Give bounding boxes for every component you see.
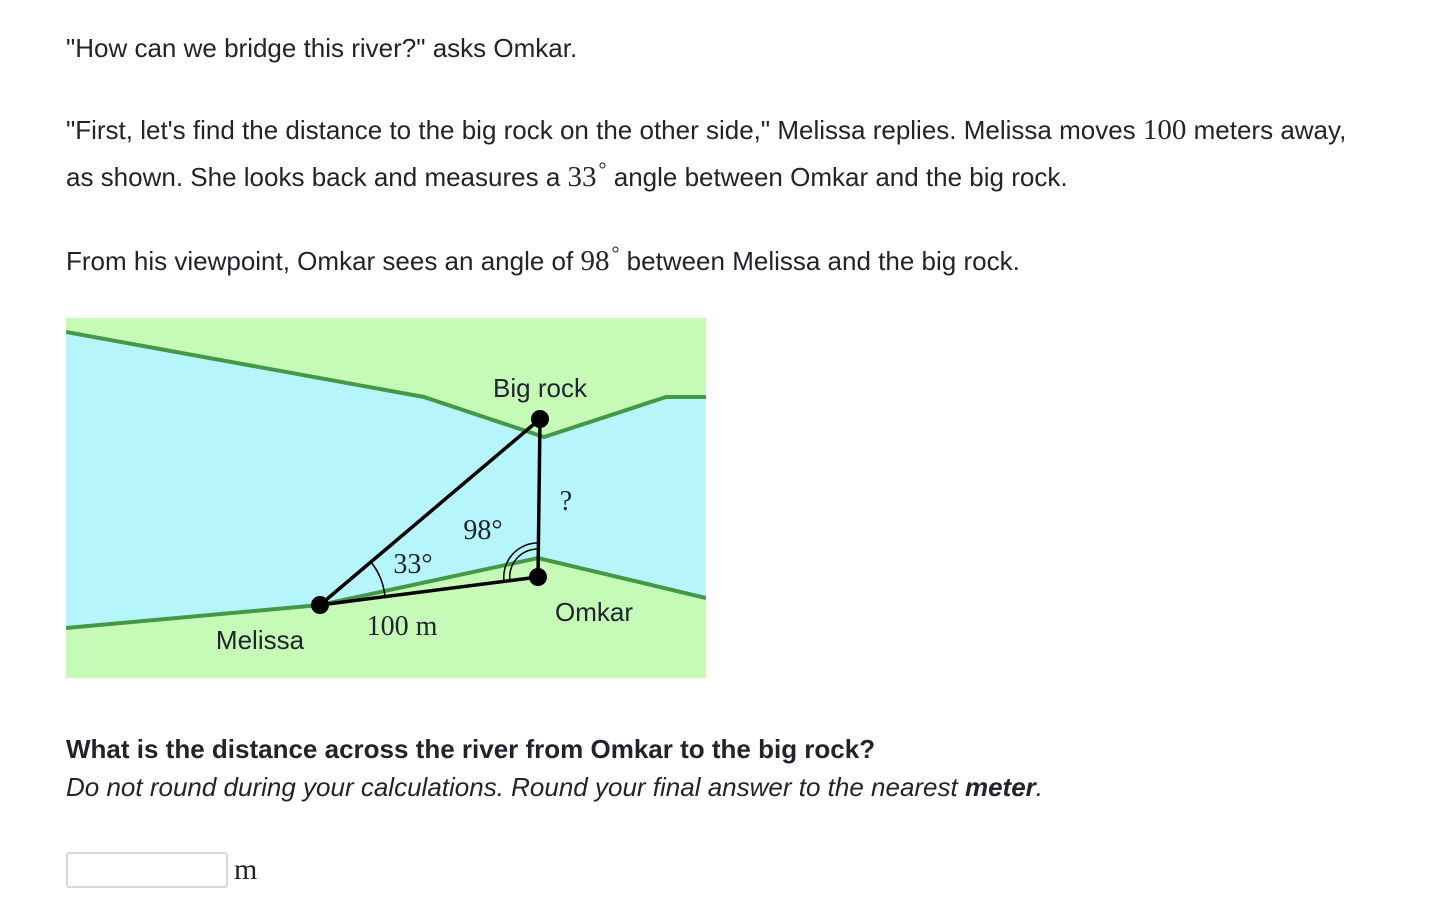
question-text: What is the distance across the river from Omkar to the big rock? — [66, 734, 876, 764]
intro-line-2-text-a: "First, let's find the distance to the big rock on the other side," Melissa replies. Melissa moves — [66, 115, 1143, 145]
omkar-point — [529, 568, 547, 586]
big-rock-label: Big rock — [493, 373, 587, 403]
intro-line-3 — [66, 234, 1366, 281]
melissa-label: Melissa — [215, 625, 305, 655]
omkar-angle-value: 98 — [580, 245, 610, 277]
distance-value: 100 — [1142, 114, 1187, 146]
unknown-distance-label: ? — [559, 486, 573, 517]
river-diagram — [66, 318, 706, 678]
instruction-text-a: Do not round during your calculations. Round your final answer to the nearest — [66, 772, 965, 802]
answer-unit-label: m — [234, 853, 258, 886]
intro-line-3-text-b: between Melissa and the big rock. — [619, 246, 1020, 276]
answer-input[interactable] — [66, 852, 228, 888]
intro-line-2-text-c: angle between Omkar and the big rock. — [606, 162, 1068, 192]
intro-line-1: "How can we bridge this river?" asks Omkar. — [66, 33, 578, 63]
degree-symbol: ° — [598, 159, 607, 181]
intro-line-3-text-a: From his viewpoint, Omkar sees an angle of — [66, 246, 581, 276]
melissa-point — [311, 596, 329, 614]
melissa-angle-label: 33° — [393, 549, 433, 580]
melissa-angle-value: 33 — [567, 161, 597, 193]
omkar-to-rock-line — [538, 419, 540, 577]
rounding-instruction — [66, 768, 1043, 806]
omkar-angle-label: 98° — [463, 515, 503, 546]
distance-label: 100 m — [366, 611, 438, 642]
instruction-unit: meter — [964, 772, 1036, 802]
instruction-text-b: . — [1035, 772, 1044, 802]
big-rock-point — [531, 410, 549, 428]
intro-line-2 — [66, 110, 1366, 197]
intro-line-2-text-b: meters away, as shown. She looks back and measures a — [66, 115, 1347, 192]
degree-symbol: ° — [611, 243, 620, 265]
omkar-label: Omkar — [555, 597, 633, 627]
